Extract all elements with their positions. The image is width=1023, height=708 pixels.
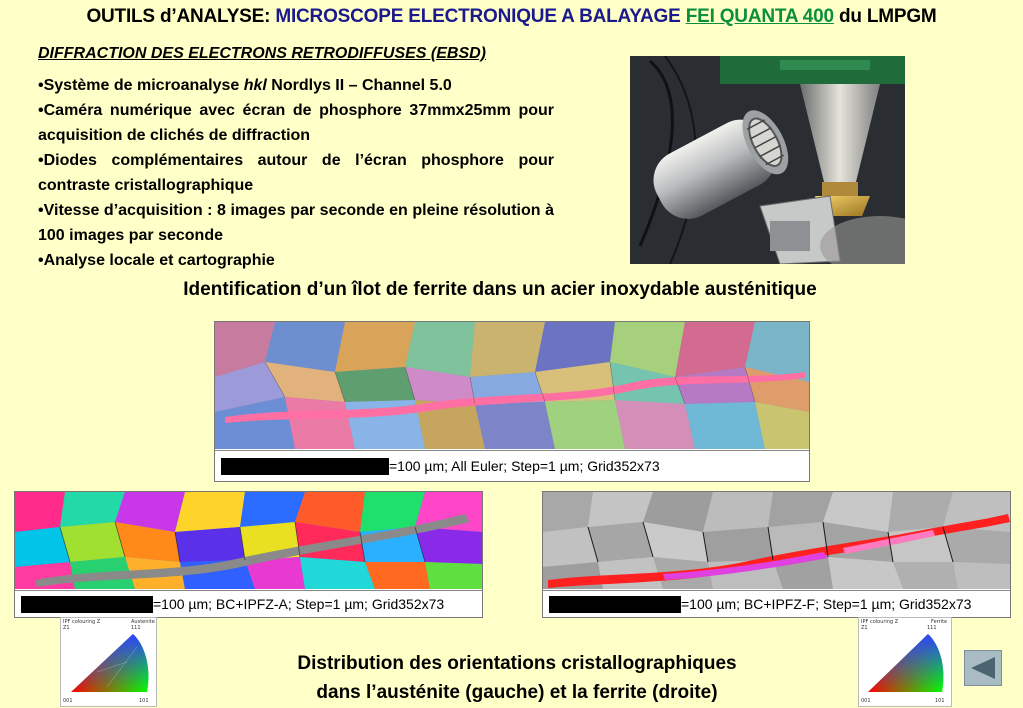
euler-scale-bar bbox=[215, 450, 809, 481]
list-item: • Analyse locale et cartographie bbox=[38, 248, 554, 273]
ebsd-detector-photo bbox=[630, 56, 905, 264]
ferrite-map-image bbox=[543, 492, 1010, 589]
list-item: • Système de microanalyse hkl Nordlys II – Channel 5.0 bbox=[38, 73, 554, 98]
ferrite-scale-text: =100 µm; BC+IPFZ-F; Step=1 µm; Grid352x73 bbox=[681, 596, 972, 612]
scale-bar-marker bbox=[221, 458, 389, 475]
feature-list bbox=[38, 73, 554, 273]
ipf-legend-austenite: IPF colouring Z Austenite Z1 111 001 101 bbox=[60, 617, 157, 707]
caption-ferrite-island: Identification d’un îlot de ferrite dans un acier inoxydable austénitique bbox=[183, 279, 817, 300]
title-prefix: OUTILS d’ANALYSE: bbox=[86, 6, 276, 27]
page-title bbox=[0, 6, 1023, 28]
scale-bar-marker bbox=[21, 596, 153, 613]
austenite-scale-bar bbox=[15, 590, 482, 617]
austenite-map-image bbox=[15, 492, 482, 589]
austenite-scale-text: =100 µm; BC+IPFZ-A; Step=1 µm; Grid352x73 bbox=[153, 596, 445, 612]
list-item: • Diodes complémentaires autour de l’écran phosphore pour contraste cristallographique bbox=[38, 148, 554, 198]
triangle-left-icon bbox=[968, 655, 998, 681]
scale-bar-marker bbox=[549, 596, 681, 613]
ferrite-map-panel bbox=[542, 491, 1011, 618]
euler-map-image bbox=[215, 322, 809, 449]
ipf-legend-ferrite: IPF colouring Z Ferrite Z1 111 001 101 bbox=[858, 617, 952, 707]
fei-quanta-link[interactable]: FEI QUANTA 400 bbox=[685, 6, 834, 27]
section-subtitle: DIFFRACTION DES ELECTRONS RETRODIFFUSES (EBSD) bbox=[38, 45, 487, 62]
title-suffix: du LMPGM bbox=[833, 6, 937, 27]
list-item: • Caméra numérique avec écran de phosphore 37mmx25mm pour acquisition de clichés de diffraction bbox=[38, 98, 554, 148]
caption-line-2: dans l’austénite (gauche) et la ferrite (droite) bbox=[316, 682, 718, 703]
list-item: • Vitesse d’acquisition : 8 images par seconde en pleine résolution à 100 images par seconde bbox=[38, 198, 554, 248]
previous-slide-button[interactable] bbox=[964, 650, 1002, 686]
euler-map-panel bbox=[214, 321, 810, 482]
caption-line-1: Distribution des orientations cristallographiques bbox=[297, 653, 737, 674]
ferrite-scale-bar bbox=[543, 590, 1010, 617]
austenite-map-panel bbox=[14, 491, 483, 618]
title-instrument: MICROSCOPE ELECTRONIQUE A BALAYAGE bbox=[275, 6, 686, 27]
caption-orientation-distribution bbox=[215, 649, 819, 707]
euler-scale-text: =100 µm; All Euler; Step=1 µm; Grid352x73 bbox=[389, 458, 660, 474]
